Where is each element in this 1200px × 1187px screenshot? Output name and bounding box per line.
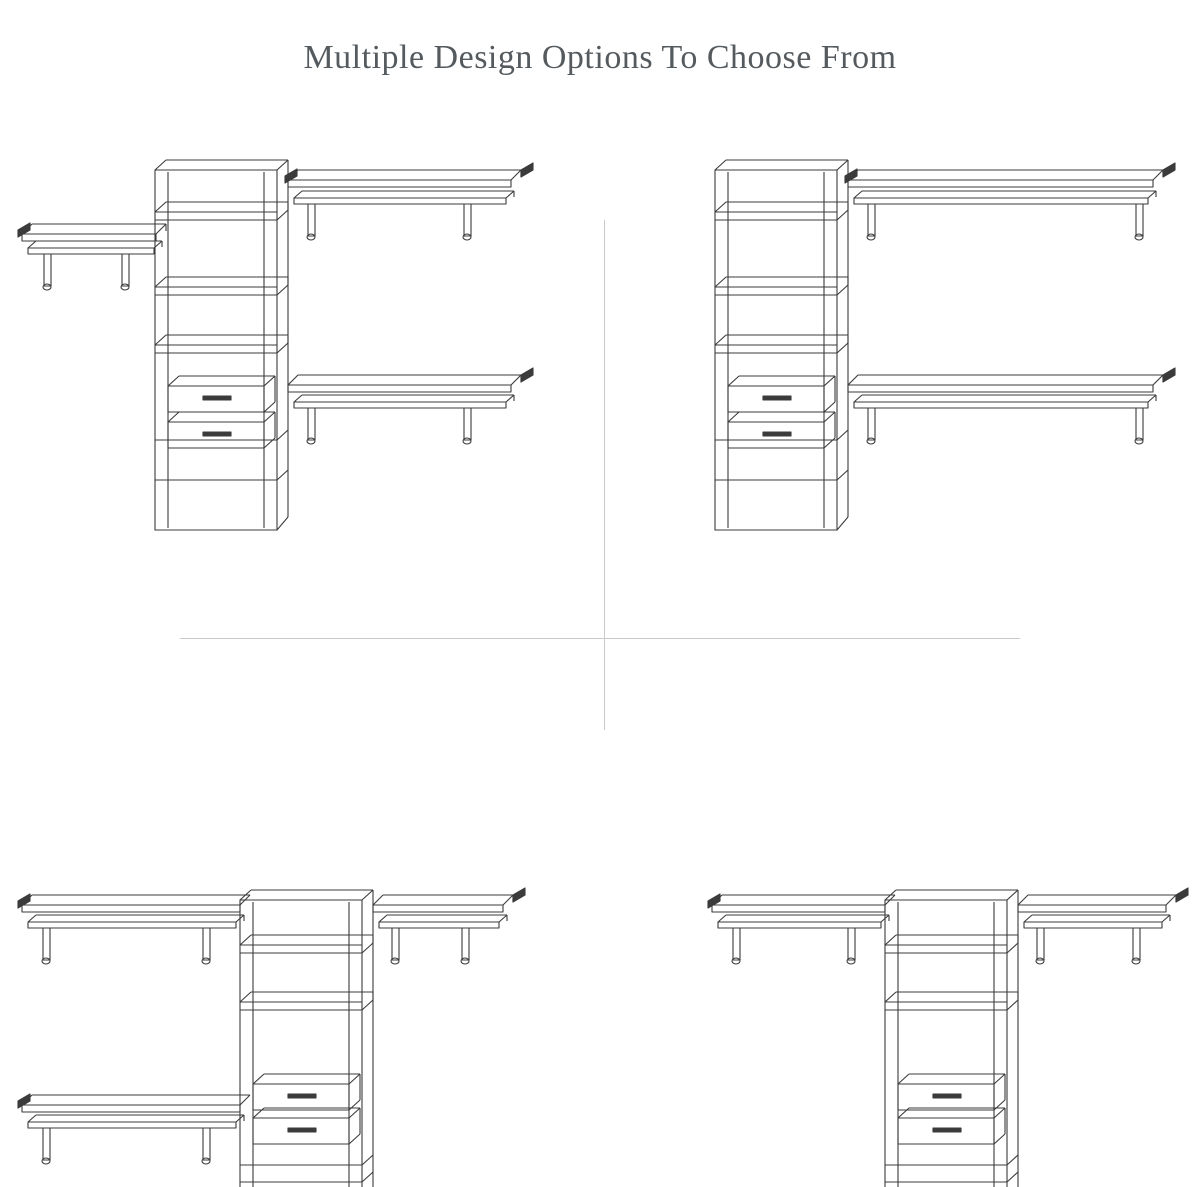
shelf-top-left-with-rod	[708, 894, 895, 964]
drawer-lower	[728, 412, 835, 448]
tower-shelves	[240, 935, 373, 1182]
drawer-upper	[728, 376, 835, 412]
horizontal-divider	[180, 638, 1020, 639]
drawer-upper	[253, 1074, 360, 1110]
shelf-upper-right-with-rod	[285, 163, 533, 240]
design-option-bottom-left	[0, 710, 600, 1187]
tower-shelves	[885, 935, 1018, 1182]
shelf-upper-right-with-rod	[845, 163, 1175, 240]
tower-shelves	[155, 202, 288, 480]
drawer-lower	[168, 412, 275, 448]
design-option-top-left	[0, 90, 600, 638]
design-option-top-right	[600, 90, 1200, 638]
shelf-lower-left-with-rod	[18, 1094, 250, 1164]
design-option-bottom-right	[600, 710, 1200, 1187]
drawer-lower	[253, 1108, 360, 1144]
tower-shelves	[715, 202, 848, 480]
shelf-lower-right-with-rod	[288, 368, 533, 444]
shelf-left-with-rod	[18, 223, 166, 290]
shelf-top-right-with-rod	[373, 888, 525, 964]
page-title: Multiple Design Options To Choose From	[303, 38, 897, 76]
design-options-grid	[0, 90, 1200, 1187]
drawer-upper	[168, 376, 275, 412]
shelf-top-right-with-rod	[1018, 888, 1188, 964]
drawer-upper	[898, 1074, 1005, 1110]
shelf-top-left-with-rod	[18, 894, 250, 964]
shelf-lower-right-with-rod	[848, 368, 1175, 444]
drawer-lower	[898, 1108, 1005, 1144]
